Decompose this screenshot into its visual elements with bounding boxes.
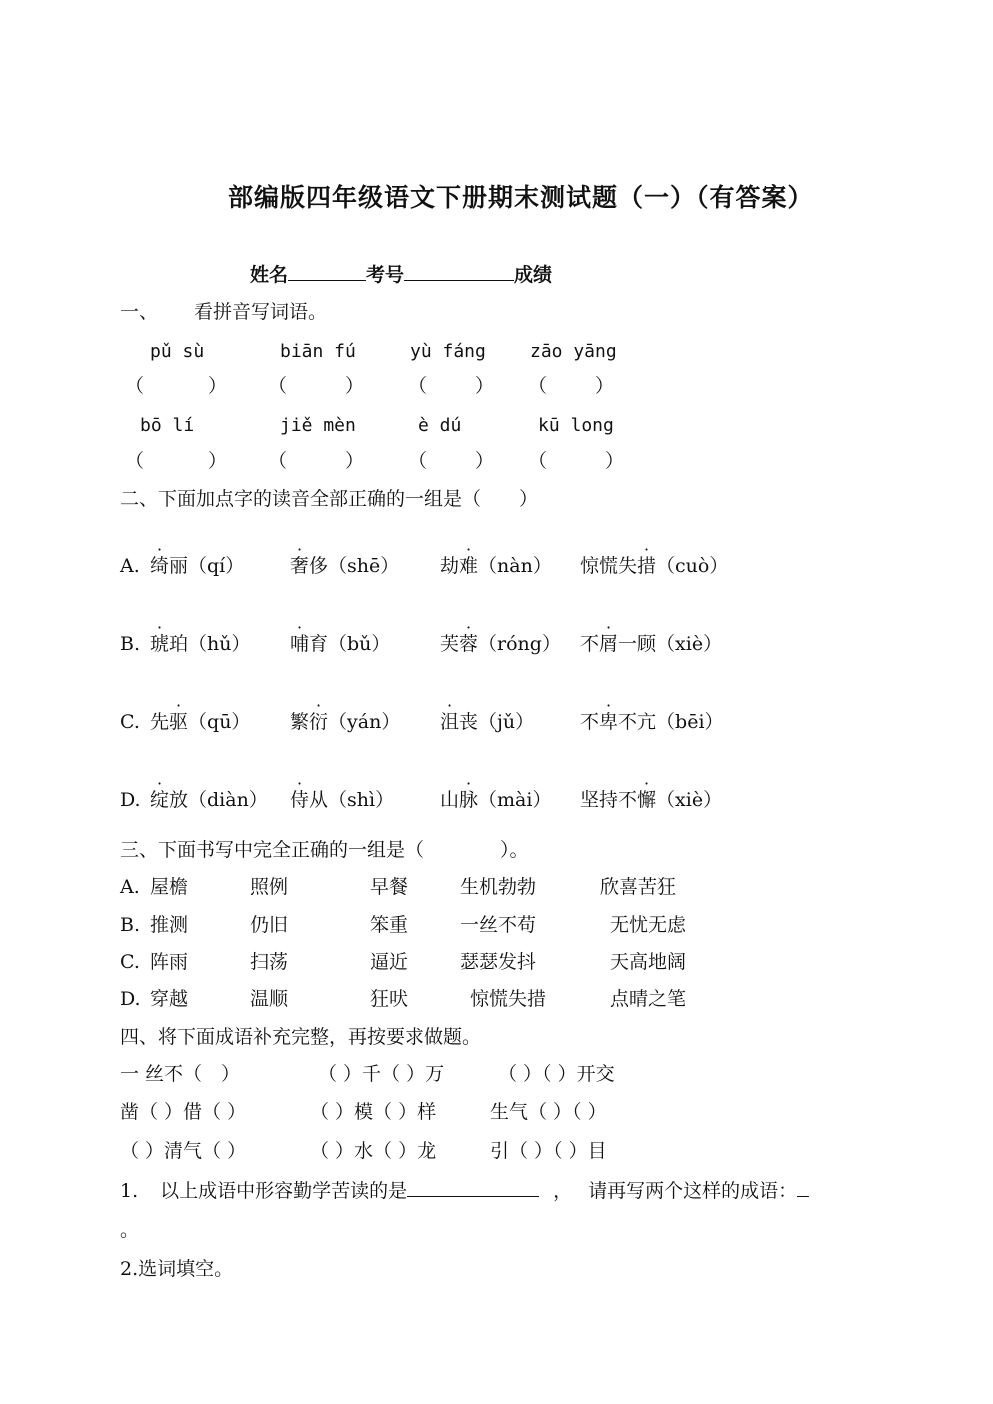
option-item: 芙蓉（róng） (440, 633, 561, 655)
sub-question-1-end: 。 (120, 1219, 140, 1241)
pinyin-8: kū long (538, 415, 614, 436)
idiom: 引（ ）（ ）目 (490, 1140, 607, 1162)
pinyin-7: è dú (418, 415, 462, 436)
word: 生机勃勃 (460, 876, 537, 898)
pinyin-2: biān fú (280, 341, 356, 362)
answer-blank-2[interactable] (797, 1178, 809, 1197)
word: 穿越 (150, 988, 189, 1010)
sub-question-number: 1. (120, 1180, 139, 1202)
word: 笨重 (370, 914, 409, 936)
paren-open: （ (528, 375, 548, 397)
word: 照例 (250, 876, 289, 898)
idiom: 凿（ ）借（ ） (120, 1101, 247, 1123)
idiom: （ ）水（ ）龙 (310, 1140, 437, 1162)
option-item: 哺育（bǔ） (290, 633, 391, 655)
paren-close: ） (595, 375, 615, 397)
option-item: 坚持不懈（xiè） (580, 789, 723, 811)
sub-question-1 (120, 1178, 809, 1203)
option-item: 先驱（qū） (150, 711, 251, 733)
word: 无忧无虑 (610, 914, 687, 936)
option-item: 不卑不亢（bēi） (580, 711, 724, 733)
word: 点晴之笔 (610, 988, 687, 1010)
paren-close: ） (605, 450, 625, 472)
option-item: 山脉（mài） (440, 789, 552, 811)
answer-blank[interactable] (407, 1178, 539, 1197)
name-blank[interactable] (288, 262, 366, 281)
option-label: C. (120, 951, 140, 973)
word: 阵雨 (150, 951, 189, 973)
paren-close: ） (345, 450, 365, 472)
page-title: 部编版四年级语文下册期末测试题（一）（有答案） (228, 183, 814, 212)
word: 扫荡 (250, 951, 289, 973)
word: 屋檐 (150, 876, 189, 898)
paren-close: ） (475, 450, 495, 472)
option-item: 繁衍（yán） (290, 711, 401, 733)
paren-open: （ (268, 450, 288, 472)
word: 逼近 (370, 951, 409, 973)
section-1-text: 看拼音写词语。 (194, 301, 328, 323)
idiom: （ ）模（ ）样 (310, 1101, 437, 1123)
sub-question-text-2: 请再写两个这样的成语： (588, 1180, 798, 1202)
paren-open: （ (268, 375, 288, 397)
section-3-heading: 三、下面书写中完全正确的一组是（ ）。 (120, 839, 529, 861)
exam-header (250, 262, 552, 287)
word: 推测 (150, 914, 189, 936)
idiom: （ ）清气（ ） (120, 1140, 247, 1162)
number-label: 考号 (366, 264, 405, 286)
option-item: 沮丧（jǔ） (440, 711, 535, 733)
option-label: A. (120, 876, 140, 898)
pinyin-1: pǔ sù (150, 341, 205, 362)
section-2-heading: 二、下面加点字的读音全部正确的一组是（ ） (120, 488, 539, 510)
idiom: （ ）千（ ）万 (318, 1063, 445, 1085)
word: 温顺 (250, 988, 289, 1010)
paren-close: ） (475, 375, 495, 397)
word: 欣喜苦狂 (600, 876, 677, 898)
paren-close: ） (208, 450, 228, 472)
option-item: 不屑一顾（xiè） (580, 633, 723, 655)
option-item: 琥珀（hǔ） (150, 633, 251, 655)
comma: ， (553, 1180, 573, 1202)
word: 一丝不苟 (460, 914, 537, 936)
option-item: 惊慌失措（cuò） (580, 555, 729, 577)
paren-close: ） (208, 375, 228, 397)
section-1-number: 一、 (120, 301, 159, 323)
paren-close: ） (345, 375, 365, 397)
pinyin-5: bō lí (140, 415, 195, 436)
word: 瑟瑟发抖 (460, 951, 537, 973)
idiom: （ ）（ ）开交 (498, 1063, 615, 1085)
paren-open: （ (408, 450, 428, 472)
option-label: C. (120, 711, 140, 733)
option-item: 侍从（shì） (290, 789, 395, 811)
paren-open: （ (408, 375, 428, 397)
section-4-heading: 四、将下面成语补充完整，再按要求做题。 (120, 1026, 482, 1048)
paren-open: （ (528, 450, 548, 472)
word: 狂吠 (370, 988, 409, 1010)
word: 惊慌失措 (470, 988, 547, 1010)
word: 早餐 (370, 876, 409, 898)
pinyin-4: zāo yāng (530, 341, 617, 362)
paren-open: （ (125, 375, 145, 397)
option-label: D. (120, 789, 141, 811)
option-label: B. (120, 633, 141, 655)
sub-question-text: 以上成语中形容勤学苦读的是 (160, 1180, 408, 1202)
option-label: A. (120, 555, 140, 577)
pinyin-6: jiě mèn (280, 415, 356, 436)
option-item: 劫难（nàn） (440, 555, 552, 577)
option-item: 绽放（diàn） (150, 789, 268, 811)
pinyin-3: yù fáng (410, 341, 486, 362)
option-label: B. (120, 914, 141, 936)
sub-question-2: 2.选词填空。 (120, 1258, 234, 1280)
option-label: D. (120, 988, 141, 1010)
section-1-heading (120, 300, 327, 324)
word: 天高地阔 (610, 951, 687, 973)
score-label: 成绩 (514, 264, 553, 286)
idiom: 一 丝不（ ） (120, 1063, 241, 1085)
option-item: 奢侈（shē） (290, 555, 400, 577)
option-item: 绮丽（qí） (150, 555, 245, 577)
name-label: 姓名 (250, 264, 289, 286)
paren-open: （ (125, 450, 145, 472)
word: 仍旧 (250, 914, 289, 936)
number-blank[interactable] (404, 262, 514, 281)
idiom: 生气（ ）（ ） (490, 1101, 607, 1123)
